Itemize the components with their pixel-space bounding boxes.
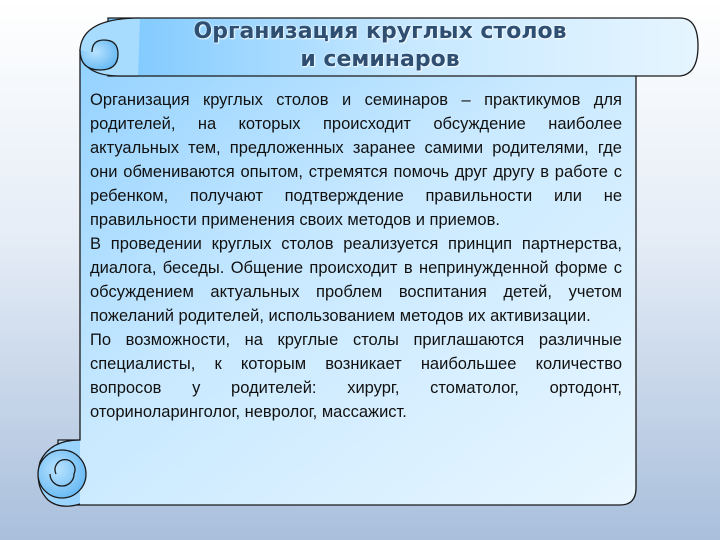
page-title-line-2: и семинаров	[300, 47, 460, 72]
page-title	[130, 18, 630, 74]
paragraph-round-tables: В проведении круглых столов реализуется принцип партнерства, диалога, беседы. Общение происходит в непринужденной форме с обсуждением актуальных проблем воспитания детей, учетом пожеланий родителей, использованием методов их активизации.	[90, 235, 622, 325]
paragraph-intro: Организация круглых столов и семинаров – практикумов для родителей, на которых происходит обсуждение наиболее актуальных тем, предложенных заранее самими родителями, где они обмениваются опытом, стремятся помочь друг другу в работе с ребенком, получают подтверждение правильности или не правильности применения своих методов и приемов.	[90, 91, 622, 229]
body-text	[90, 88, 622, 424]
page-title-line-1: Организация круглых столов	[193, 19, 567, 44]
scroll-bottom-curl-icon	[38, 440, 86, 506]
paragraph-specialists: По возможности, на круглые столы приглашаются различные специалисты, к которым возникает наибольшее количество вопросов у родителей: хирург, стоматолог, ортодонт, оториноларинголог, невролог, массажист.	[90, 331, 622, 421]
